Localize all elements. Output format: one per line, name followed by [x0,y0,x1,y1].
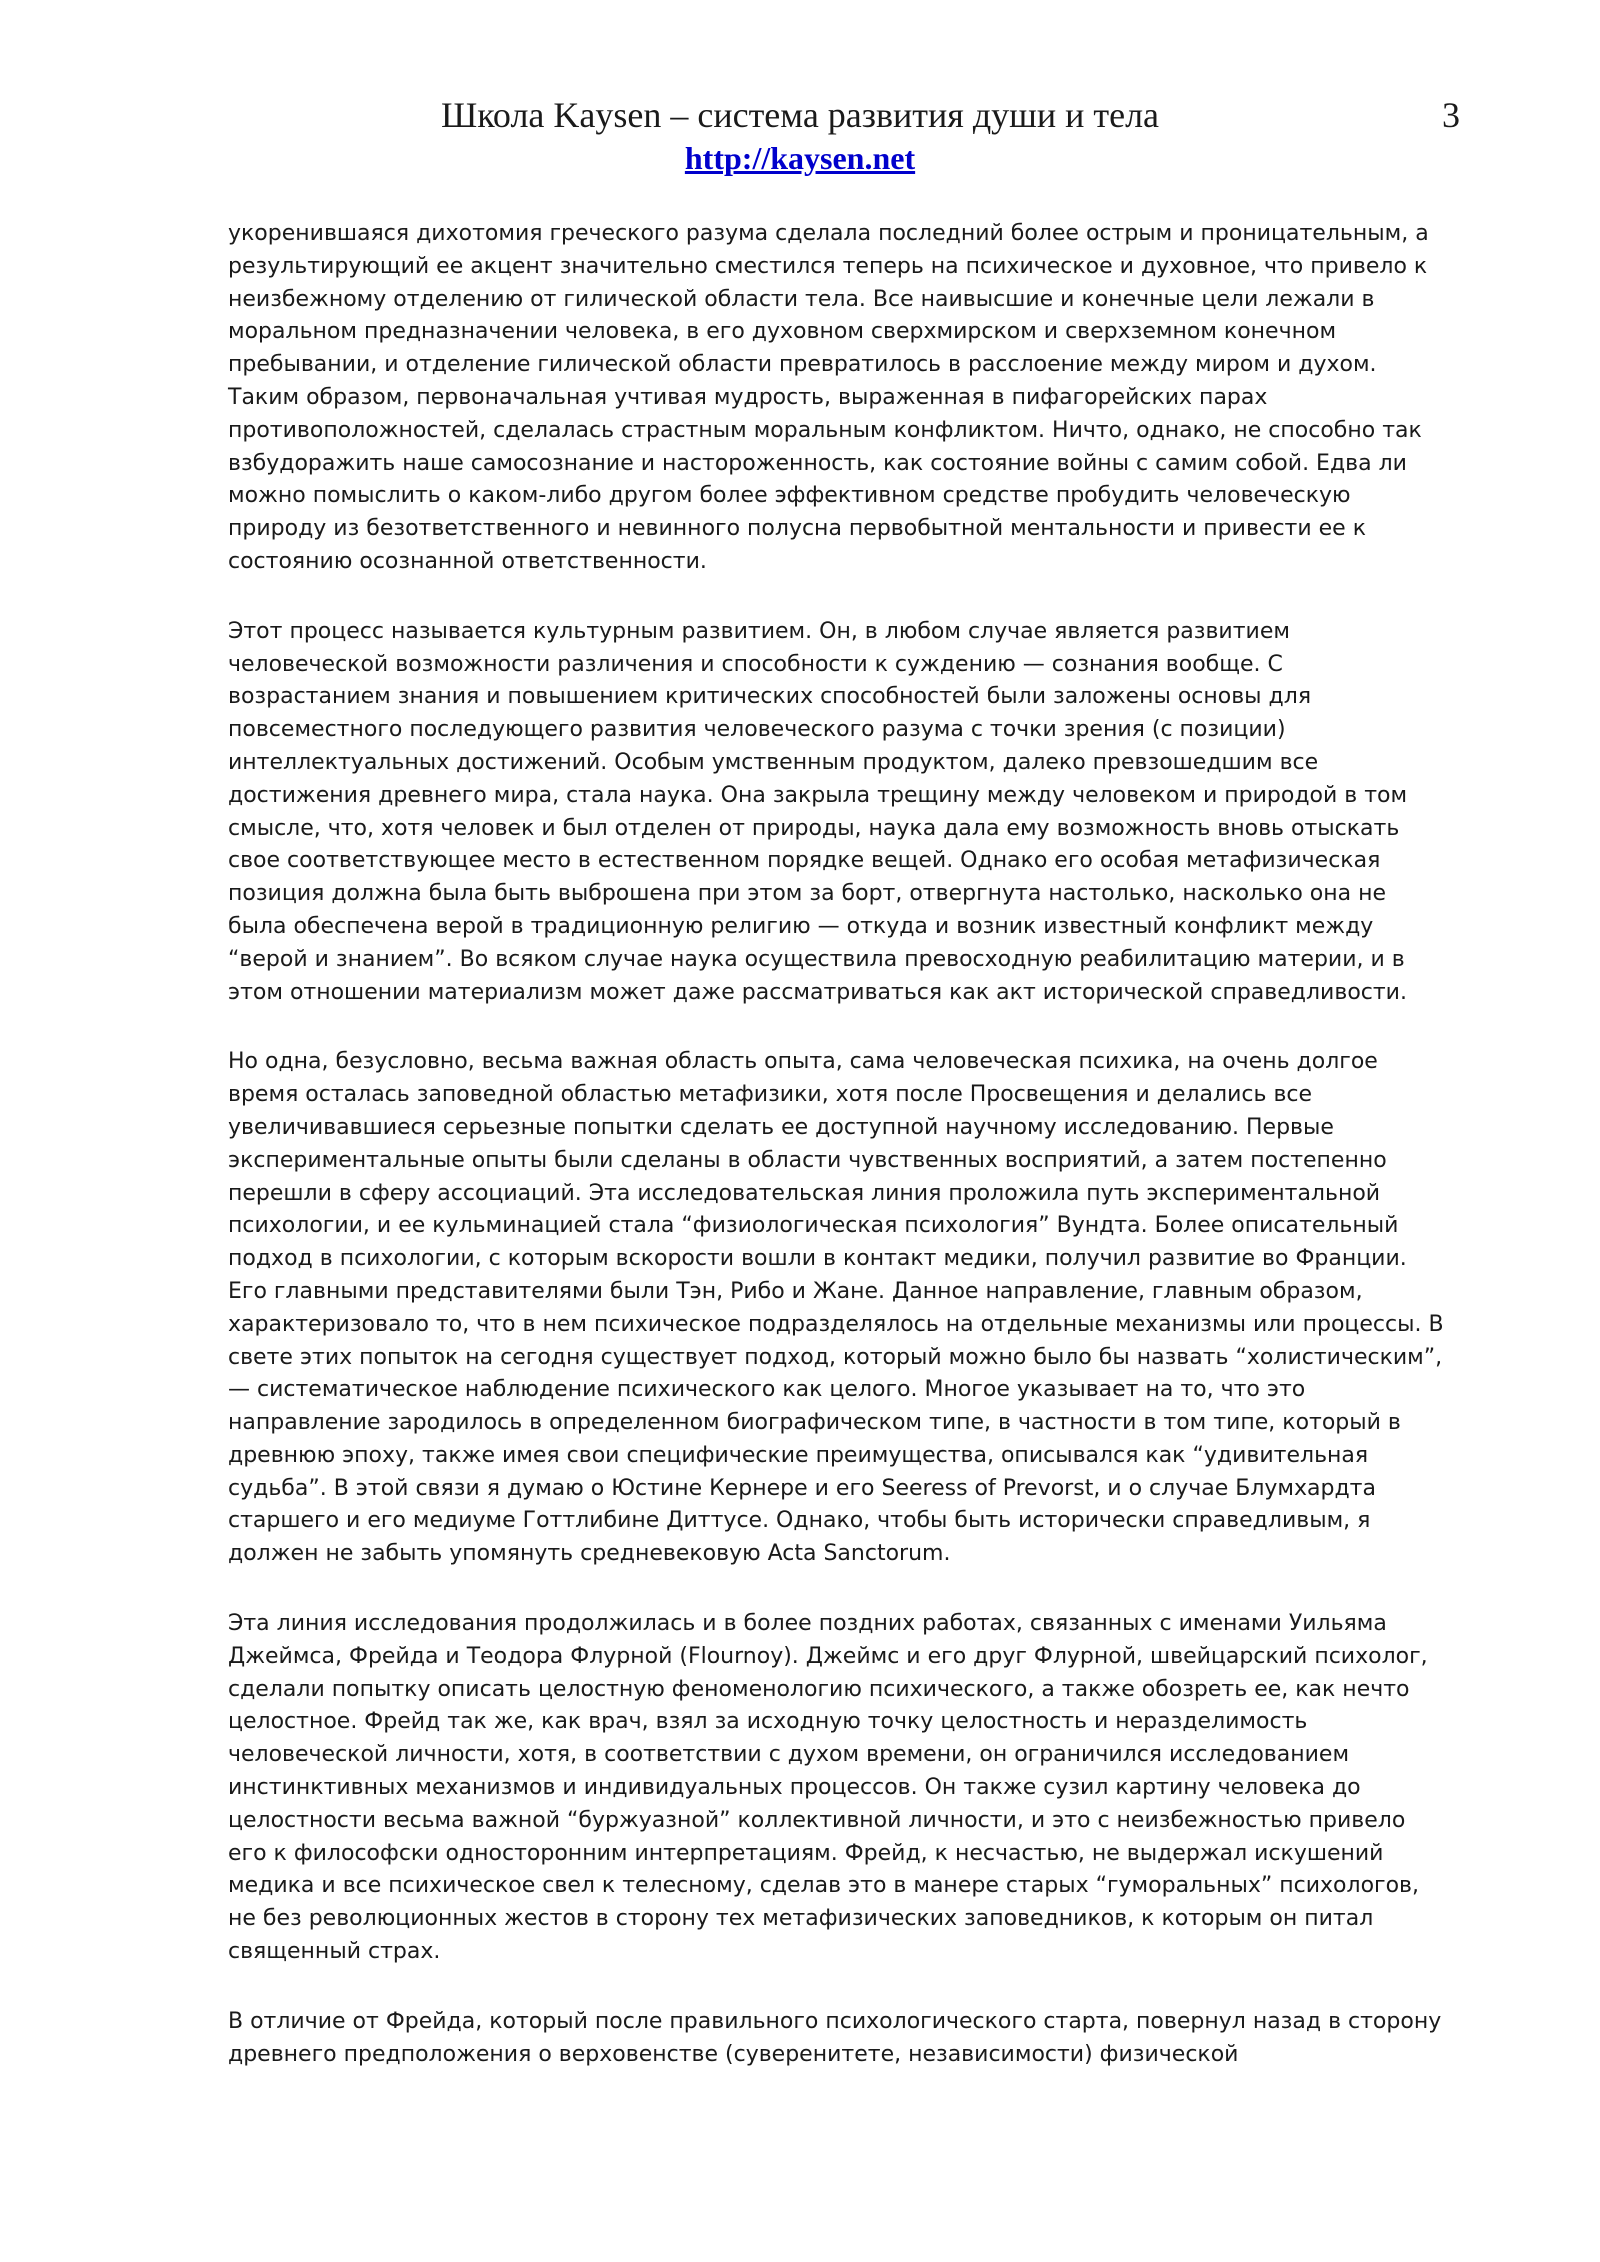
paragraph: Этот процесс называется культурным развитием. Он, в любом случае является развитием человеческой возможности различения и способности к суждению — сознания вообще. С возрастанием знания и повышением критических способностей были заложены основы для повсеместного последующего развития человеческого разума с точки зрения (с позиции) интеллектуальных достижений. Особым умственным продуктом, далеко превзошедшим все достижения древнего мира, стала наука. Она закрыла трещину между человеком и природой в том смысле, что, хотя человек и был отделен от природы, наука дала ему возможность вновь отыскать свое соответствующее место в естественном порядке вещей. Однако его особая метафизическая позиция должна была быть выброшена при этом за борт, отвергнута настолько, насколько она не была обеспечена верой в традиционную религию — откуда и возник известный конфликт между “верой и знанием”. Во всяком случае наука осуществила превосходную реабилитацию материи, и в этом отношении материализм может даже рассматриваться как акт исторической справедливости. [228,618,1408,1005]
document-body [228,218,1446,2108]
site-link[interactable]: http://kaysen.net [684,140,916,176]
page-header [0,92,1600,178]
paragraph: В отличие от Фрейда, который после правильного психологического старта, повернул назад в сторону древнего предположения о верховенстве (суверенитете, независимости) физической [228,2008,1442,2067]
paragraph: укоренившаяся дихотомия греческого разума сделала последний более острым и проницательным, а результирующий ее акцент значительно сместился теперь на психическое и духовное, что привело к неизбежному отделению от гилической области тела. Все наивысшие и конечные цели лежали в моральном предназначении человека, в его духовном сверхмирском и сверхземном конечном пребывании, и отделение гилической области превратилось в расслоение между миром и духом. Таким образом, первоначальная учтивая мудрость, выраженная в пифагорейских парах противоположностей, сделалась страстным моральным конфликтом. Ничто, однако, не способно так взбудоражить наше самосознание и настороженность, как состояние войны с самим собой. Едва ли можно помыслить о каком-либо другом более эффективном средстве пробудить человеческую природу из безответственного и невинного полусна первобытной ментальности и привести ее к состоянию осознанной ответственности. [228,221,1429,574]
page-number: 3 [1442,95,1460,135]
paragraph: Эта линия исследования продолжилась и в более поздних работах, связанных с именами Уильяма Джеймса, Фрейда и Теодора Флурной (Flournoy). Джеймс и его друг Флурной, швейцарский психолог, сделали попытку описать целостную феноменологию психического, а также обозреть ее, как нечто целостное. Фрейд так же, как врач, взял за исходную точку целостность и неразделимость человеческой личности, хотя, в соответствии с духом времени, он ограничился исследованием инстинктивных механизмов и индивидуальных процессов. Он также сузил картину человека до целостности весьма важной “буржуазной” коллективной личности, и это с неизбежностью привело его к философски односторонним интерпретациям. Фрейд, к несчастью, не выдержал искушений медика и все психическое свел к телесному, сделав это в манере старых “гуморальных” психологов, не без революционных жестов в сторону тех метафизических заповедников, к которым он питал священный страх. [228,1611,1428,1965]
header-title: Школа Kaysen – система развития души и тела [440,95,1160,135]
paragraph: Но одна, безусловно, весьма важная область опыта, сама человеческая психика, на очень долгое время осталась заповедной областью метафизики, хотя после Просвещения и делались все увеличивавшиеся серьезные попытки сделать ее доступной научному исследованию. Первые экспериментальные опыты были сделаны в области чувственных восприятий, а затем постепенно перешли в сферу ассоциаций. Эта исследовательская линия проложила путь экспериментальной психологии, и ее кульминацией стала “физиологическая психология” Вундта. Более описательный подход в психологии, с которым вскорости вошли в контакт медики, получил развитие во Франции. Его главными представителями были Тэн, Рибо и Жане. Данное направление, главным образом, характеризовало то, что в нем психическое подразделялось на отдельные механизмы или процессы. В свете этих попыток на сегодня существует подход, который можно было бы назвать “холистическим”, — систематическое наблюдение психического как целого. Многое указывает на то, что это направление зародилось в определенном биографическом типе, в частности в том типе, который в древнюю эпоху, также имея свои специфические преимущества, описывался как “удивительная судьба”. В этой связи я думаю о Юстине Кернере и его Seeress of Prevorst, и о случае Блумхардта старшего и его медиуме Готтлибине Диттусе. Однако, чтобы быть исторически справедливым, я должен не забыть упомянуть средневековую Acta Sanctorum. [228,1049,1444,1567]
